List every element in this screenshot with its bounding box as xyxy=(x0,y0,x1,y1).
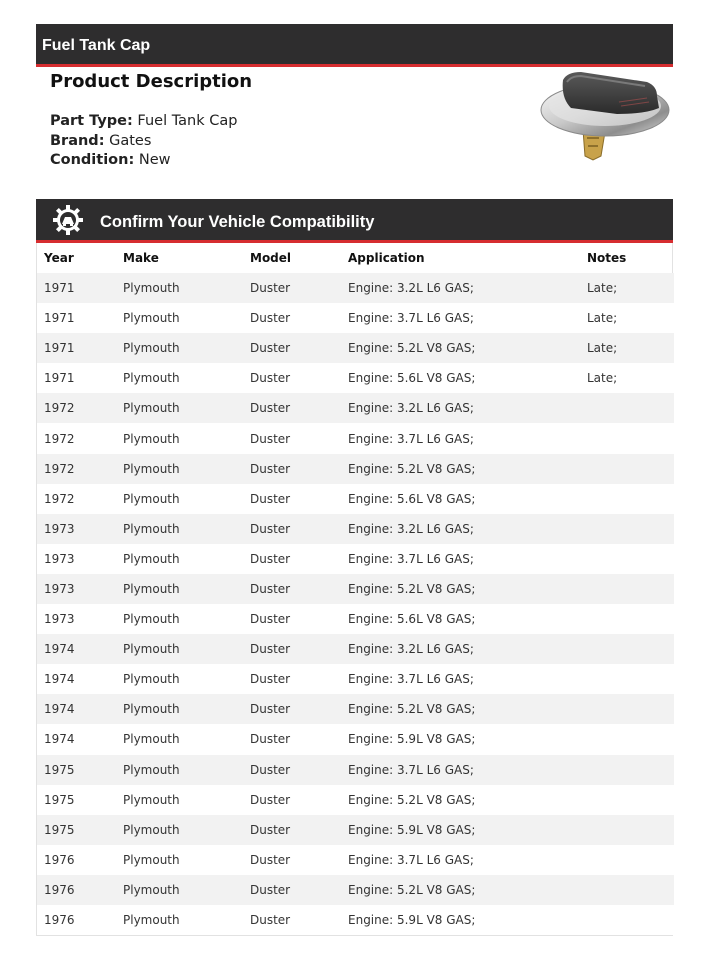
model-cell: Duster xyxy=(243,393,341,423)
table-row xyxy=(37,664,674,694)
gear-icon xyxy=(52,204,84,236)
year-cell: 1976 xyxy=(37,905,116,935)
table-row xyxy=(37,905,674,935)
model-cell: Duster xyxy=(243,815,341,845)
notes-cell xyxy=(580,875,674,905)
notes-cell xyxy=(580,755,674,785)
make-cell: Plymouth xyxy=(116,514,243,544)
table-row xyxy=(37,484,674,514)
table-row xyxy=(37,423,674,453)
make-cell: Plymouth xyxy=(116,634,243,664)
application-cell: Engine: 5.2L V8 GAS; xyxy=(341,694,580,724)
notes-cell xyxy=(580,423,674,453)
spec-value: Fuel Tank Cap xyxy=(137,113,238,129)
model-cell: Duster xyxy=(243,755,341,785)
application-cell: Engine: 5.2L V8 GAS; xyxy=(341,574,580,604)
year-cell: 1974 xyxy=(37,694,116,724)
application-cell: Engine: 5.2L V8 GAS; xyxy=(341,785,580,815)
model-cell: Duster xyxy=(243,845,341,875)
make-cell: Plymouth xyxy=(116,273,243,303)
application-cell: Engine: 3.7L L6 GAS; xyxy=(341,423,580,453)
table-header-row xyxy=(37,243,674,273)
make-cell: Plymouth xyxy=(116,393,243,423)
year-cell: 1976 xyxy=(37,875,116,905)
page-title: Fuel Tank Cap xyxy=(42,37,151,54)
notes-cell xyxy=(580,634,674,664)
application-cell: Engine: 3.2L L6 GAS; xyxy=(341,273,580,303)
notes-cell xyxy=(580,905,674,935)
model-cell: Duster xyxy=(243,544,341,574)
spec-list xyxy=(50,112,510,171)
year-cell: 1975 xyxy=(37,785,116,815)
spec-condition xyxy=(50,151,510,171)
application-cell: Engine: 5.9L V8 GAS; xyxy=(341,815,580,845)
product-image xyxy=(535,68,671,168)
description-heading: Product Description xyxy=(50,71,253,92)
column-header-year: Year xyxy=(44,251,74,265)
table-row xyxy=(37,785,674,815)
application-cell: Engine: 5.2L V8 GAS; xyxy=(341,333,580,363)
column-header-make: Make xyxy=(123,251,159,265)
spec-key: Part Type: xyxy=(50,113,133,129)
compatibility-header xyxy=(36,199,673,243)
product-description xyxy=(50,70,510,171)
table-row xyxy=(37,303,674,333)
column-header-model: Model xyxy=(250,251,292,265)
model-cell: Duster xyxy=(243,785,341,815)
title-bar xyxy=(36,24,673,67)
table-row xyxy=(37,755,674,785)
make-cell: Plymouth xyxy=(116,484,243,514)
table-row xyxy=(37,363,674,393)
application-cell: Engine: 3.2L L6 GAS; xyxy=(341,393,580,423)
application-cell: Engine: 5.9L V8 GAS; xyxy=(341,905,580,935)
spec-part-type xyxy=(50,112,510,132)
spec-brand xyxy=(50,132,510,152)
notes-cell: Late; xyxy=(580,333,674,363)
table-row xyxy=(37,694,674,724)
notes-cell xyxy=(580,393,674,423)
table-row xyxy=(37,634,674,664)
notes-cell xyxy=(580,484,674,514)
application-cell: Engine: 3.2L L6 GAS; xyxy=(341,634,580,664)
notes-cell xyxy=(580,724,674,754)
make-cell: Plymouth xyxy=(116,423,243,453)
model-cell: Duster xyxy=(243,303,341,333)
year-cell: 1971 xyxy=(37,363,116,393)
table-row xyxy=(37,544,674,574)
model-cell: Duster xyxy=(243,724,341,754)
table-row xyxy=(37,815,674,845)
make-cell: Plymouth xyxy=(116,664,243,694)
make-cell: Plymouth xyxy=(116,755,243,785)
application-cell: Engine: 5.2L V8 GAS; xyxy=(341,875,580,905)
make-cell: Plymouth xyxy=(116,724,243,754)
model-cell: Duster xyxy=(243,514,341,544)
make-cell: Plymouth xyxy=(116,845,243,875)
column-header-notes: Notes xyxy=(587,251,627,265)
notes-cell: Late; xyxy=(580,303,674,333)
model-cell: Duster xyxy=(243,363,341,393)
year-cell: 1973 xyxy=(37,544,116,574)
make-cell: Plymouth xyxy=(116,303,243,333)
compatibility-title: Confirm Your Vehicle Compatibility xyxy=(100,213,375,231)
column-header-application: Application xyxy=(348,251,425,265)
model-cell: Duster xyxy=(243,604,341,634)
notes-cell xyxy=(580,604,674,634)
make-cell: Plymouth xyxy=(116,604,243,634)
year-cell: 1973 xyxy=(37,574,116,604)
notes-cell xyxy=(580,664,674,694)
make-cell: Plymouth xyxy=(116,785,243,815)
year-cell: 1972 xyxy=(37,393,116,423)
make-cell: Plymouth xyxy=(116,905,243,935)
notes-cell xyxy=(580,454,674,484)
make-cell: Plymouth xyxy=(116,875,243,905)
notes-cell xyxy=(580,514,674,544)
model-cell: Duster xyxy=(243,905,341,935)
model-cell: Duster xyxy=(243,664,341,694)
make-cell: Plymouth xyxy=(116,694,243,724)
spec-value: New xyxy=(138,152,171,168)
notes-cell xyxy=(580,694,674,724)
table-row xyxy=(37,724,674,754)
year-cell: 1972 xyxy=(37,423,116,453)
application-cell: Engine: 5.6L V8 GAS; xyxy=(341,484,580,514)
year-cell: 1976 xyxy=(37,845,116,875)
application-cell: Engine: 5.2L V8 GAS; xyxy=(341,454,580,484)
notes-cell: Late; xyxy=(580,363,674,393)
model-cell: Duster xyxy=(243,484,341,514)
year-cell: 1971 xyxy=(37,303,116,333)
table-row xyxy=(37,875,674,905)
model-cell: Duster xyxy=(243,634,341,664)
model-cell: Duster xyxy=(243,875,341,905)
make-cell: Plymouth xyxy=(116,574,243,604)
spec-value: Gates xyxy=(109,132,152,149)
make-cell: Plymouth xyxy=(116,815,243,845)
notes-cell xyxy=(580,845,674,875)
table-row xyxy=(37,273,674,303)
compatibility-table xyxy=(36,243,673,936)
table-row xyxy=(37,454,674,484)
year-cell: 1971 xyxy=(37,333,116,363)
table-row xyxy=(37,333,674,363)
application-cell: Engine: 5.6L V8 GAS; xyxy=(341,604,580,634)
model-cell: Duster xyxy=(243,694,341,724)
table-row xyxy=(37,845,674,875)
model-cell: Duster xyxy=(243,574,341,604)
make-cell: Plymouth xyxy=(116,544,243,574)
make-cell: Plymouth xyxy=(116,363,243,393)
notes-cell: Late; xyxy=(580,273,674,303)
make-cell: Plymouth xyxy=(116,454,243,484)
model-cell: Duster xyxy=(243,454,341,484)
year-cell: 1975 xyxy=(37,815,116,845)
year-cell: 1975 xyxy=(37,755,116,785)
table-row xyxy=(37,604,674,634)
application-cell: Engine: 3.7L L6 GAS; xyxy=(341,755,580,785)
application-cell: Engine: 3.7L L6 GAS; xyxy=(341,664,580,694)
application-cell: Engine: 5.9L V8 GAS; xyxy=(341,724,580,754)
year-cell: 1974 xyxy=(37,724,116,754)
spec-key: Brand: xyxy=(50,132,105,149)
notes-cell xyxy=(580,815,674,845)
year-cell: 1973 xyxy=(37,604,116,634)
model-cell: Duster xyxy=(243,423,341,453)
year-cell: 1973 xyxy=(37,514,116,544)
year-cell: 1974 xyxy=(37,664,116,694)
application-cell: Engine: 3.7L L6 GAS; xyxy=(341,303,580,333)
application-cell: Engine: 3.2L L6 GAS; xyxy=(341,514,580,544)
year-cell: 1972 xyxy=(37,484,116,514)
notes-cell xyxy=(580,544,674,574)
application-cell: Engine: 3.7L L6 GAS; xyxy=(341,544,580,574)
application-cell: Engine: 3.7L L6 GAS; xyxy=(341,845,580,875)
year-cell: 1972 xyxy=(37,454,116,484)
make-cell: Plymouth xyxy=(116,333,243,363)
table-row xyxy=(37,574,674,604)
model-cell: Duster xyxy=(243,333,341,363)
notes-cell xyxy=(580,785,674,815)
table-row xyxy=(37,514,674,544)
notes-cell xyxy=(580,574,674,604)
model-cell: Duster xyxy=(243,273,341,303)
spec-key: Condition: xyxy=(50,152,135,168)
year-cell: 1974 xyxy=(37,634,116,664)
table-row xyxy=(37,393,674,423)
year-cell: 1971 xyxy=(37,273,116,303)
fuel-cap-icon xyxy=(535,68,671,168)
application-cell: Engine: 5.6L V8 GAS; xyxy=(341,363,580,393)
